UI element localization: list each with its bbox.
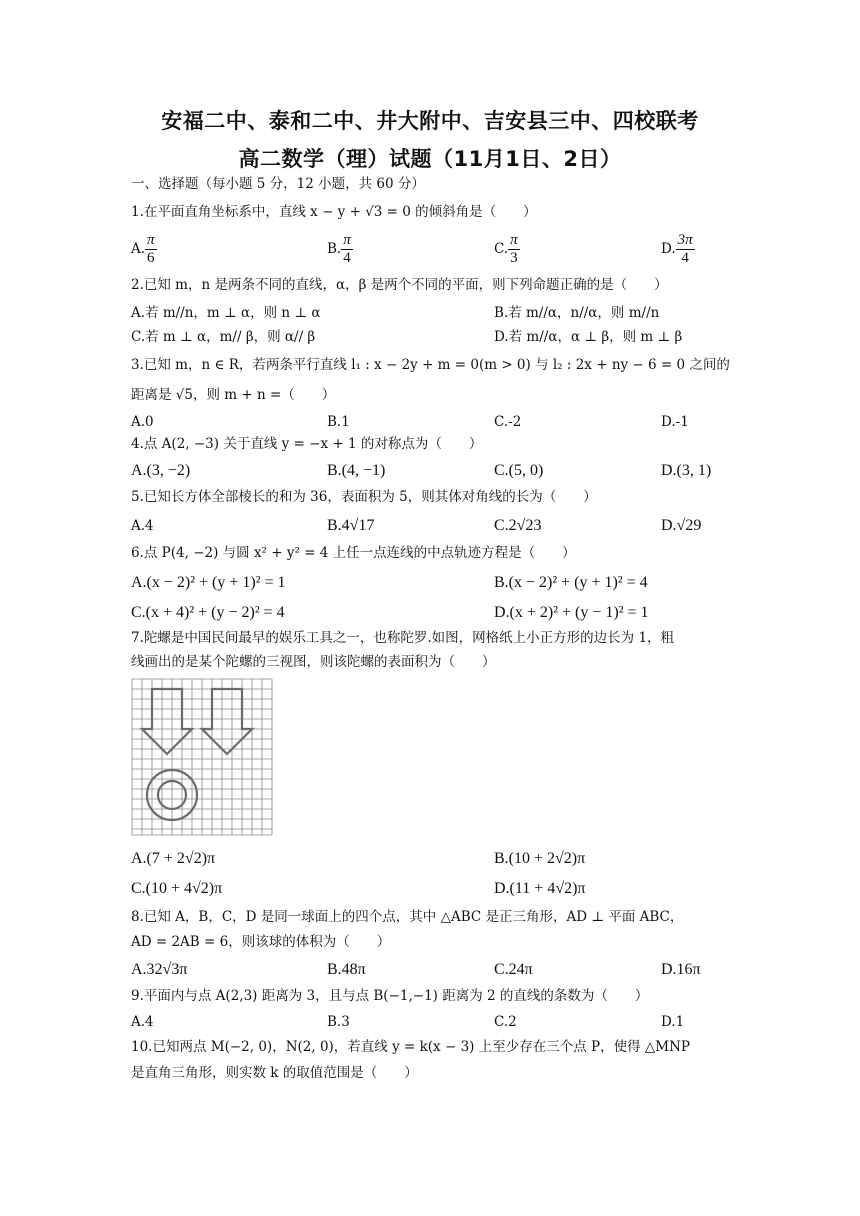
q6-option-b [494, 574, 648, 592]
q7-option-d-value: D.(11 + 4√2)π [494, 880, 586, 897]
q7-option-b [494, 850, 585, 868]
q5-option-d-value: D.√29 [661, 517, 702, 534]
question-6-text: 6.点 P(4, −2) 与圆 x² + y² = 4 上任一点连线的中点轨迹方程是（ ） [131, 545, 576, 561]
question-8-text-line2: AD = 2AB = 6，则该球的体积为（ ） [131, 934, 391, 950]
q4-option-a [131, 462, 190, 480]
q6-option-d [494, 604, 649, 622]
q1-option-a-fraction [145, 232, 157, 267]
q2-option-b: B.若 m//α，n//α，则 m//n [494, 305, 660, 321]
q2-option-c: C.若 m ⊥ α，m// β，则 α// β [131, 329, 316, 345]
q1-option-b-fraction [341, 232, 353, 267]
q8-option-c-value: C.24π [494, 961, 533, 978]
q7-option-c [131, 880, 222, 898]
q4-option-c [494, 462, 543, 480]
q1-c-num: π [510, 232, 518, 248]
exam-title-subject: 高二数学（理）试题（11月1日、2日） [238, 147, 622, 171]
q4-option-b [327, 462, 385, 480]
q4-option-d-value: D.(3, 1) [661, 462, 712, 479]
question-10-text-line1: 10.已知两点 M(−2, 0)，N(2, 0)，若直线 y = k(x − 3) 上至少存在三个点 P，使得 △MNP [131, 1039, 690, 1055]
q1-option-a [131, 232, 157, 267]
q5-option-a: A.4 [131, 518, 154, 534]
q8-option-a [131, 961, 187, 979]
q3-option-c: C.-2 [494, 414, 522, 430]
q1-option-d [661, 232, 695, 267]
question-2-text: 2.已知 m，n 是两条不同的直线，α，β 是两个不同的平面，则下列命题正确的是（ ） [131, 277, 668, 293]
q9-option-a: A.4 [131, 1014, 154, 1030]
question-4-text: 4.点 A(2, −3) 关于直线 y = −x + 1 的对称点为（ ） [131, 436, 483, 452]
q7-option-b-value: B.(10 + 2√2)π [494, 850, 586, 867]
q1-option-c-label: C. [494, 241, 509, 257]
q9-option-b: B.3 [327, 1014, 350, 1030]
q7-option-a-value: A.(7 + 2√2)π [131, 850, 216, 867]
q3-option-a: A.0 [131, 414, 154, 430]
q4-option-c-value: C.(5, 0) [494, 462, 544, 479]
q6-option-a-value: A.(x − 2)² + (y + 1)² = 1 [131, 574, 286, 591]
q8-option-c [494, 961, 533, 979]
q1-option-c [494, 232, 520, 267]
question-10-text-line2: 是直角三角形，则实数 k 的取值范围是（ ） [131, 1065, 418, 1081]
q1-d-den: 4 [681, 250, 689, 266]
q5-option-d [661, 517, 701, 535]
q5-option-c [494, 517, 541, 535]
q1-option-b [327, 232, 353, 267]
q4-option-d [661, 462, 711, 480]
q6-option-b-value: B.(x − 2)² + (y + 1)² = 4 [494, 574, 648, 591]
q1-option-b-label: B. [327, 241, 342, 257]
q9-option-c: C.2 [494, 1014, 517, 1030]
q3-option-d: D.-1 [661, 414, 689, 430]
question-7-text-line2: 线画出的是某个陀螺的三视图，则该陀螺的表面积为（ ） [131, 654, 496, 670]
exam-title-schools: 安福二中、泰和二中、井大附中、吉安县三中、四校联考 [161, 109, 699, 133]
section-heading: 一、选择题（每小题 5 分，12 小题，共 60 分） [131, 176, 425, 192]
question-9-text: 9.平面内与点 A(2,3) 距离为 3，且与点 B(−1,−1) 距离为 2 的直线的条数为（ ） [131, 988, 649, 1004]
q6-option-d-value: D.(x + 2)² + (y − 1)² = 1 [494, 604, 649, 621]
q7-option-a [131, 850, 215, 868]
spinning-top-three-view-figure [131, 678, 273, 836]
q6-option-c [131, 604, 285, 622]
q8-option-b [327, 961, 366, 979]
q3-option-b: B.1 [327, 414, 350, 430]
q1-a-den: 6 [147, 250, 155, 266]
q6-option-c-value: C.(x + 4)² + (y − 2)² = 4 [131, 604, 285, 621]
q8-option-a-value: A.32√3π [131, 961, 188, 978]
q1-b-den: 4 [343, 250, 351, 266]
q8-option-d [661, 961, 701, 979]
q1-a-num: π [147, 232, 155, 248]
question-7-text-line1: 7.陀螺是中国民间最早的娱乐工具之一，也称陀罗.如图，网格纸上小正方形的边长为 1，粗 [131, 630, 675, 646]
q1-c-den: 3 [510, 250, 518, 266]
q4-option-b-value: B.(4, −1) [327, 462, 386, 479]
q8-option-b-value: B.48π [327, 961, 366, 978]
q1-option-d-label: D. [661, 241, 676, 257]
question-3-text-line1: 3.已知 m，n ∈ R，若两条平行直线 l₁ : x − 2y + m = 0(m > 0) 与 l₂ : 2x + ny − 6 = 0 之间的 [131, 357, 730, 373]
q5-option-b-value: B.4√17 [327, 517, 375, 534]
question-8-text-line1: 8.已知 A，B，C，D 是同一球面上的四个点，其中 △ABC 是正三角形，AD ⊥ 平面 ABC， [131, 909, 684, 925]
question-5-text: 5.已知长方体全部棱长的和为 36，表面积为 5，则其体对角线的长为（ ） [131, 489, 597, 505]
q5-option-b [327, 517, 374, 535]
q1-d-num: 3π [677, 232, 693, 248]
q6-option-a [131, 574, 286, 592]
q4-option-a-value: A.(3, −2) [131, 462, 191, 479]
q5-option-c-value: C.2√23 [494, 517, 542, 534]
q2-option-a: A.若 m//n，m ⊥ α，则 n ⊥ α [131, 305, 321, 321]
question-1-text: 1.在平面直角坐标系中，直线 x − y + √3 = 0 的倾斜角是（ ） [131, 204, 537, 220]
q2-option-d: D.若 m//α，α ⊥ β，则 m ⊥ β [494, 329, 683, 345]
q7-option-d [494, 880, 586, 898]
q8-option-d-value: D.16π [661, 961, 701, 978]
q7-option-c-value: C.(10 + 4√2)π [131, 880, 223, 897]
question-3-text-line2: 距离是 √5，则 m + n =（ ） [131, 387, 336, 403]
q9-option-d: D.1 [661, 1014, 685, 1030]
q1-b-num: π [343, 232, 351, 248]
q1-option-a-label: A. [131, 241, 146, 257]
q1-option-d-fraction [676, 232, 695, 267]
q1-option-c-fraction [508, 232, 520, 267]
